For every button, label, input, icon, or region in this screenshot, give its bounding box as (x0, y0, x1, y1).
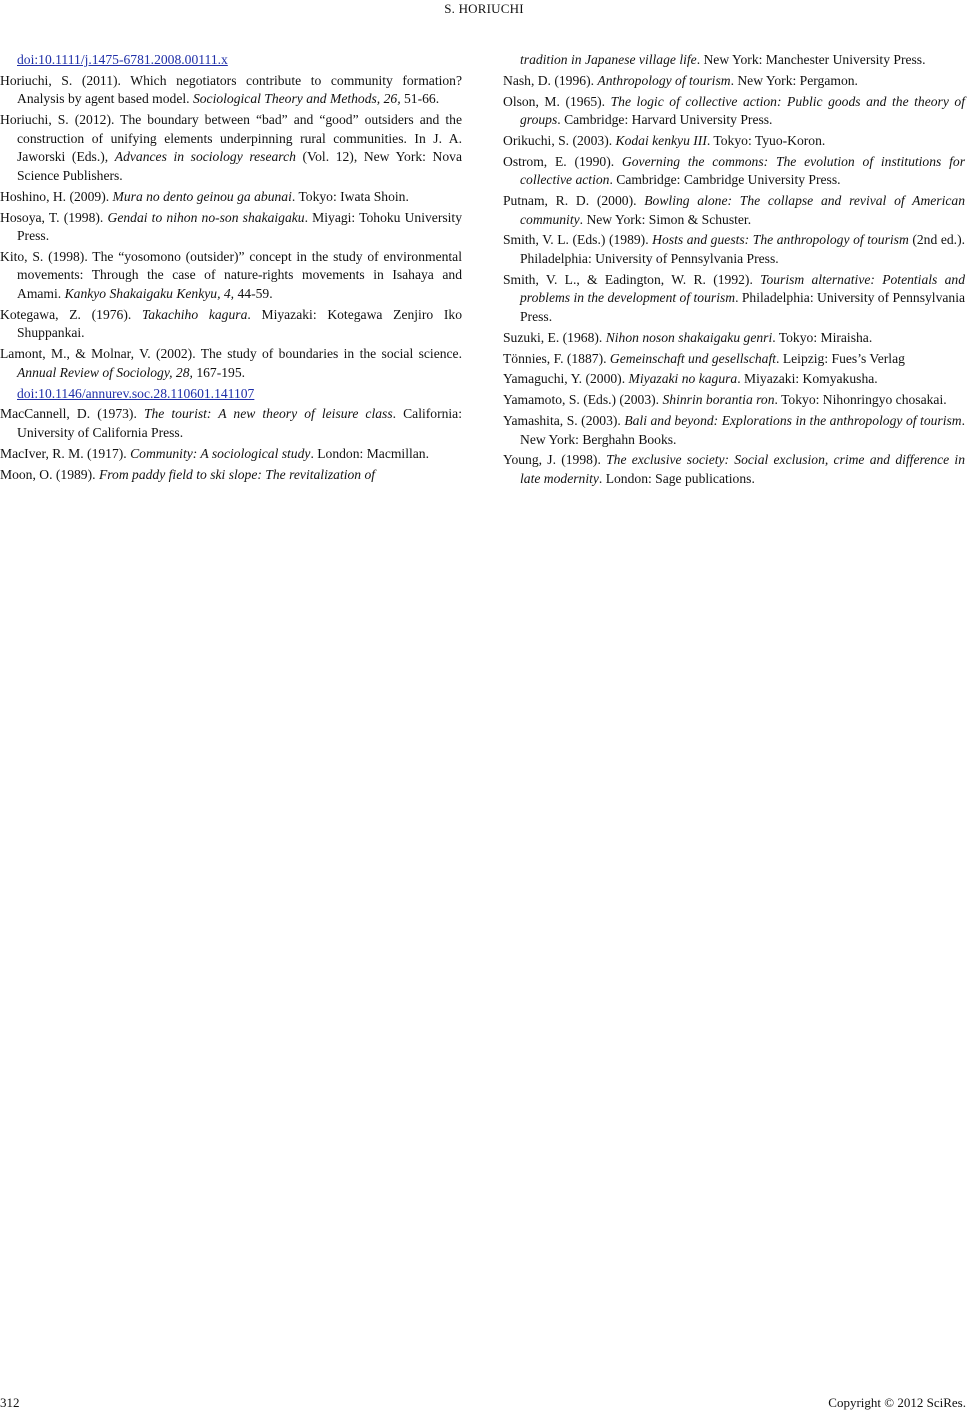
reference-title: Bali and beyond: Explorations in the anthropology of tourism (624, 412, 962, 428)
reference-publication: . Tokyo: Miraisha. (772, 329, 873, 345)
reference-entry (0, 405, 462, 442)
reference-title: Gemeinschaft und gesellschaft (609, 350, 777, 366)
reference-publication: . Leipzig: Fues’s Verlag (776, 350, 905, 366)
reference-publication: . New York: Pergamon. (730, 72, 858, 88)
reference-title: Advances in sociology research (114, 149, 296, 165)
reference-authors: Smith, V. L., & Eadington, W. R. (1992). (503, 271, 761, 287)
reference-publication: . Tokyo: Nihonringyo chosakai. (774, 392, 947, 408)
reference-title: Shinrin borantia ron (662, 392, 775, 408)
reference-title: Anthropology of tourism (597, 72, 731, 88)
reference-publication: . London: Macmillan. (310, 445, 429, 461)
reference-entry (0, 248, 462, 304)
reference-authors: Yamashita, S. (2003). (503, 412, 625, 428)
references-right-column (503, 51, 965, 491)
reference-entry (503, 93, 965, 130)
reference-authors: Orikuchi, S. (2003). (503, 132, 616, 148)
reference-entry (503, 132, 965, 151)
reference-publication: . London: Sage publications. (598, 470, 755, 486)
reference-authors: Horiuchi, S. (2011). Which negotiators contribute to community formation? Analysis by agent based model. (0, 72, 462, 107)
reference-title: Tourism alternative: Potentials and problems in the development of tourism (520, 271, 965, 306)
reference-title: The exclusive society: Social exclusion, crime and difference in late modernity (520, 452, 965, 486)
reference-authors: Nash, D. (1996). (503, 72, 598, 88)
reference-entry (503, 192, 965, 229)
reference-title: Kodai kenkyu III (615, 132, 707, 148)
reference-publication: . New York: Manchester University Press. (696, 52, 926, 67)
reference-publication: . Philadelphia: University of Pennsylvania Press. (520, 290, 966, 325)
reference-authors: MacIver, R. M. (1917). (0, 445, 131, 461)
reference-title: Community: A sociological study (130, 445, 311, 461)
reference-title: The tourist: A new theory of leisure class (143, 406, 393, 422)
reference-title: From paddy field to ski slope: The revitalization of (98, 466, 376, 482)
reference-title: The logic of collective action: Public goods and the theory of groups (520, 93, 965, 128)
copyright-notice: Copyright © 2012 SciRes. (828, 1395, 966, 1410)
reference-authors: Young, J. (1998). (503, 452, 607, 468)
reference-title: Hosts and guests: The anthropology of tourism (652, 232, 909, 248)
reference-entry (0, 445, 462, 464)
reference-entry (503, 350, 965, 369)
reference-entry (503, 370, 965, 389)
reference-publication: . Cambridge: Cambridge University Press. (609, 172, 841, 188)
reference-publication: 167-195. (192, 364, 246, 380)
reference-publication: . Cambridge: Harvard University Press. (557, 112, 773, 128)
reference-entry (503, 72, 965, 91)
reference-title: Takachiho kagura (142, 306, 248, 322)
reference-authors: Olson, M. (1965). (503, 93, 611, 109)
doi-link[interactable]: doi:10.1111/j.1475-6781.2008.00111.x (17, 52, 228, 67)
reference-title: Bowling alone: The collapse and revival of American community (520, 193, 966, 227)
reference-authors: Yamamoto, S. (Eds.) (2003). (503, 392, 663, 408)
reference-authors: Moon, O. (1989). (0, 466, 99, 482)
reference-authors: Lamont, M., & Molnar, V. (2002). The study of boundaries in the social science. (0, 346, 462, 362)
reference-authors: Hoshino, H. (2009). (0, 188, 113, 204)
reference-publication: . Miyazaki: Kotegawa Zenjiro Iko Shuppankai. (17, 306, 462, 341)
reference-entry (503, 451, 965, 488)
reference-authors: Smith, V. L. (Eds.) (1989). (503, 232, 653, 248)
reference-entry (0, 72, 462, 109)
running-header: S. HORIUCHI (444, 1, 524, 16)
reference-entry (503, 271, 965, 327)
reference-publication: . New York: Simon & Schuster. (579, 211, 752, 227)
reference-authors: MacCannell, D. (1973). (0, 406, 144, 422)
references-left-column (0, 51, 462, 486)
reference-authors: Suzuki, E. (1968). (503, 329, 606, 345)
reference-authors: Tönnies, F. (1887). (503, 350, 610, 366)
reference-authors: Ostrom, E. (1990). (503, 153, 622, 169)
doi-link-row (0, 51, 462, 70)
reference-authors: Yamaguchi, Y. (2000). (503, 371, 629, 387)
reference-publication: . California: University of California Press. (17, 406, 462, 440)
doi-link-row (0, 385, 462, 404)
reference-authors: Kito, S. (1998). The “yosomono (outsider)” concept in the study of environmental movements: Through the case of nature-rights movements in Isahaya and Amami. (0, 248, 462, 302)
reference-publication: . Tokyo: Iwata Shoin. (291, 188, 409, 204)
reference-entry (503, 51, 965, 70)
reference-authors: Hosoya, T. (1998). (0, 209, 108, 225)
reference-entry (503, 391, 965, 410)
reference-authors: Kotegawa, Z. (1976). (0, 306, 142, 322)
doi-link[interactable]: doi:10.1146/annurev.soc.28.110601.141107 (17, 385, 255, 401)
reference-publication: . Tokyo: Tyuo-Koron. (706, 132, 826, 148)
reference-title: Sociological Theory and Methods, 26, (192, 91, 401, 107)
reference-entry (503, 329, 965, 348)
reference-publication: . Miyazaki: Komyakusha. (737, 371, 878, 387)
reference-title: Governing the commons: The evolution of institutions for collective action (520, 153, 965, 188)
reference-publication: 44-59. (234, 286, 273, 302)
reference-title: Kankyo Shakaigaku Kenkyu, 4, (64, 286, 235, 302)
reference-entry (0, 188, 462, 207)
reference-entry (503, 231, 965, 268)
reference-title: tradition in Japanese village life (520, 52, 697, 67)
page-number: 312 (0, 1395, 20, 1410)
reference-title: Mura no dento geinou ga abunai (112, 188, 292, 204)
reference-entry (0, 209, 462, 246)
reference-publication: (2nd ed.). Philadelphia: University of Pennsylvania Press. (520, 232, 965, 267)
reference-entry (0, 111, 462, 185)
reference-publication: 51-66. (400, 91, 440, 107)
reference-publication: . Miyagi: Tohoku University Press. (17, 209, 463, 244)
reference-title: Nihon noson shakaigaku genri (605, 329, 773, 345)
reference-publication: (Vol. 12), New York: Nova Science Publishers. (17, 149, 462, 183)
reference-entry (0, 345, 462, 382)
reference-entry (0, 466, 462, 485)
reference-entry (0, 306, 462, 343)
reference-entry (503, 412, 965, 449)
reference-title: Miyazaki no kagura (628, 371, 738, 387)
reference-authors: Putnam, R. D. (2000). (503, 193, 645, 209)
reference-publication: . New York: Berghahn Books. (520, 412, 965, 447)
reference-entry (503, 153, 965, 190)
reference-authors: Horiuchi, S. (2012). The boundary between “bad” and “good” outsiders and the construction of unifying elements underpinning rural communities. In J. A. Jaworski (Eds.), (0, 112, 462, 165)
reference-title: Annual Review of Sociology, 28, (17, 364, 193, 380)
reference-title: Gendai to nihon no-son shakaigaku (107, 209, 305, 225)
